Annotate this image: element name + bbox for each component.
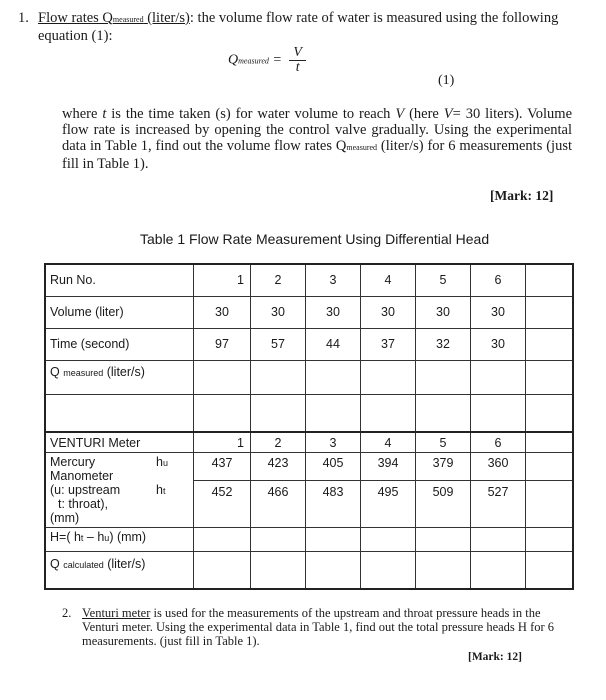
question-1-instructions: where t is the time taken (s) for water volume to reach V (here V= 30 liters). Volume flow rate is increased by opening the control valve gradually. Using the experimental data in Table 1, find out the volume flow rates Qmeasured (liter/s) for 6 measurements (just fill in Table 1). xyxy=(62,106,573,172)
table-cell: 30 xyxy=(194,296,251,328)
answer-cell[interactable] xyxy=(361,551,416,589)
table-cell: 379 xyxy=(416,452,471,480)
table-cell: 30 xyxy=(306,296,361,328)
question-number: 1. xyxy=(18,10,29,26)
table-cell: 423 xyxy=(251,452,306,480)
q-measured-label: Q measured (liter/s) xyxy=(45,360,194,394)
answer-cell[interactable] xyxy=(251,527,306,551)
answer-cell[interactable] xyxy=(306,551,361,589)
table-cell: 4 xyxy=(361,264,416,296)
table-cell-empty xyxy=(526,551,574,589)
table-cell: 6 xyxy=(471,432,526,452)
table-cell: 405 xyxy=(306,452,361,480)
table-cell: 394 xyxy=(361,452,416,480)
table-cell-empty xyxy=(306,394,361,432)
answer-cell[interactable] xyxy=(194,527,251,551)
table-cell: 30 xyxy=(361,296,416,328)
formula-fraction: $\frac{V}{t}$ xyxy=(289,46,306,75)
h-total-row xyxy=(45,527,573,551)
volume-label: Volume (liter) xyxy=(45,296,194,328)
h-total-label: H=( ht – hu) (mm) xyxy=(45,527,194,551)
question-intro: : the volume flow rate of water is measured using the following equation (1): xyxy=(38,10,559,44)
table-cell-empty xyxy=(526,328,574,360)
venturi-run-row xyxy=(45,432,573,452)
table-cell-empty xyxy=(416,394,471,432)
table-cell: 495 xyxy=(361,480,416,527)
table-cell: 37 xyxy=(361,328,416,360)
table-cell-empty xyxy=(526,452,574,480)
table-cell: 437 xyxy=(194,452,251,480)
answer-cell[interactable] xyxy=(251,360,306,394)
table-cell: 5 xyxy=(416,264,471,296)
answer-cell[interactable] xyxy=(416,551,471,589)
q-measured-row xyxy=(45,360,573,394)
table-cell: 3 xyxy=(306,264,361,296)
table-cell-empty xyxy=(526,480,574,527)
table-cell-empty xyxy=(45,394,194,432)
table-cell-empty xyxy=(526,432,574,452)
table-cell: 509 xyxy=(416,480,471,527)
table-cell: 97 xyxy=(194,328,251,360)
table-cell: 527 xyxy=(471,480,526,527)
question-number: 2. xyxy=(62,606,72,620)
answer-cell[interactable] xyxy=(471,527,526,551)
table-cell: 30 xyxy=(416,296,471,328)
table-cell: 452 xyxy=(194,480,251,527)
flow-rate-formula: Qmeasured = $\frac{V}{t}$ xyxy=(228,46,306,75)
answer-cell[interactable] xyxy=(306,527,361,551)
ht-symbol: ht xyxy=(156,482,166,497)
table-cell-empty xyxy=(526,360,574,394)
table-cell: 30 xyxy=(471,296,526,328)
table-cell: 57 xyxy=(251,328,306,360)
table-cell-empty xyxy=(526,296,574,328)
table-cell: 2 xyxy=(251,432,306,452)
table-cell-empty xyxy=(361,394,416,432)
table-cell: 2 xyxy=(251,264,306,296)
answer-cell[interactable] xyxy=(471,360,526,394)
table-cell-empty xyxy=(526,394,574,432)
question-2-text: Venturi meter is used for the measurements of the upstream and throat pressure heads in the Venturi meter. Using the experimental data in Table 1, find out the total pressure heads H for 6 measurements. (just fill in Table 1). xyxy=(82,606,555,648)
time-label: Time (second) xyxy=(45,328,194,360)
hu-symbol: hu xyxy=(156,454,168,469)
spacer-row xyxy=(45,394,573,432)
hu-row xyxy=(45,452,573,480)
table-cell: 3 xyxy=(306,432,361,452)
manometer-label: Mercury Manometer (u: upstream t: throat), (mm) hu ht xyxy=(50,454,168,525)
run-number-row xyxy=(45,264,573,296)
table-caption: Table 1 Flow Rate Measurement Using Differential Head xyxy=(140,231,490,247)
question-2-mark: [Mark: 12] xyxy=(468,651,522,663)
table-cell: 32 xyxy=(416,328,471,360)
q-calculated-row xyxy=(45,551,573,589)
answer-cell[interactable] xyxy=(194,360,251,394)
q-calculated-label: Q calculated (liter/s) xyxy=(45,551,194,589)
answer-cell[interactable] xyxy=(251,551,306,589)
answer-cell[interactable] xyxy=(416,360,471,394)
question-title: Flow rates Qmeasured (liter/s) xyxy=(38,10,190,26)
table-cell: 483 xyxy=(306,480,361,527)
table-cell: 1 xyxy=(194,264,251,296)
table-cell: 5 xyxy=(416,432,471,452)
volume-row xyxy=(45,296,573,328)
question-2 xyxy=(62,606,562,648)
table-cell: 1 xyxy=(194,432,251,452)
table-cell-empty xyxy=(194,394,251,432)
answer-cell[interactable] xyxy=(471,551,526,589)
answer-cell[interactable] xyxy=(361,527,416,551)
answer-cell[interactable] xyxy=(416,527,471,551)
table-cell-empty xyxy=(471,394,526,432)
manometer-label-cell xyxy=(45,452,194,527)
table-cell: 44 xyxy=(306,328,361,360)
time-row xyxy=(45,328,573,360)
table-cell: 466 xyxy=(251,480,306,527)
venturi-label: VENTURI Meter xyxy=(45,432,194,452)
question-1-heading xyxy=(18,10,583,44)
flow-rate-table xyxy=(44,263,574,590)
equation-number: (1) xyxy=(438,73,455,88)
table-cell-empty xyxy=(526,527,574,551)
run-label: Run No. xyxy=(45,264,194,296)
table-cell: 30 xyxy=(251,296,306,328)
table-cell: 360 xyxy=(471,452,526,480)
table-cell: 30 xyxy=(471,328,526,360)
table-cell-empty xyxy=(251,394,306,432)
table-cell: 6 xyxy=(471,264,526,296)
answer-cell[interactable] xyxy=(194,551,251,589)
answer-cell[interactable] xyxy=(361,360,416,394)
table-cell-empty xyxy=(526,264,574,296)
question-1-mark: [Mark: 12] xyxy=(490,188,554,203)
table-cell: 4 xyxy=(361,432,416,452)
answer-cell[interactable] xyxy=(306,360,361,394)
